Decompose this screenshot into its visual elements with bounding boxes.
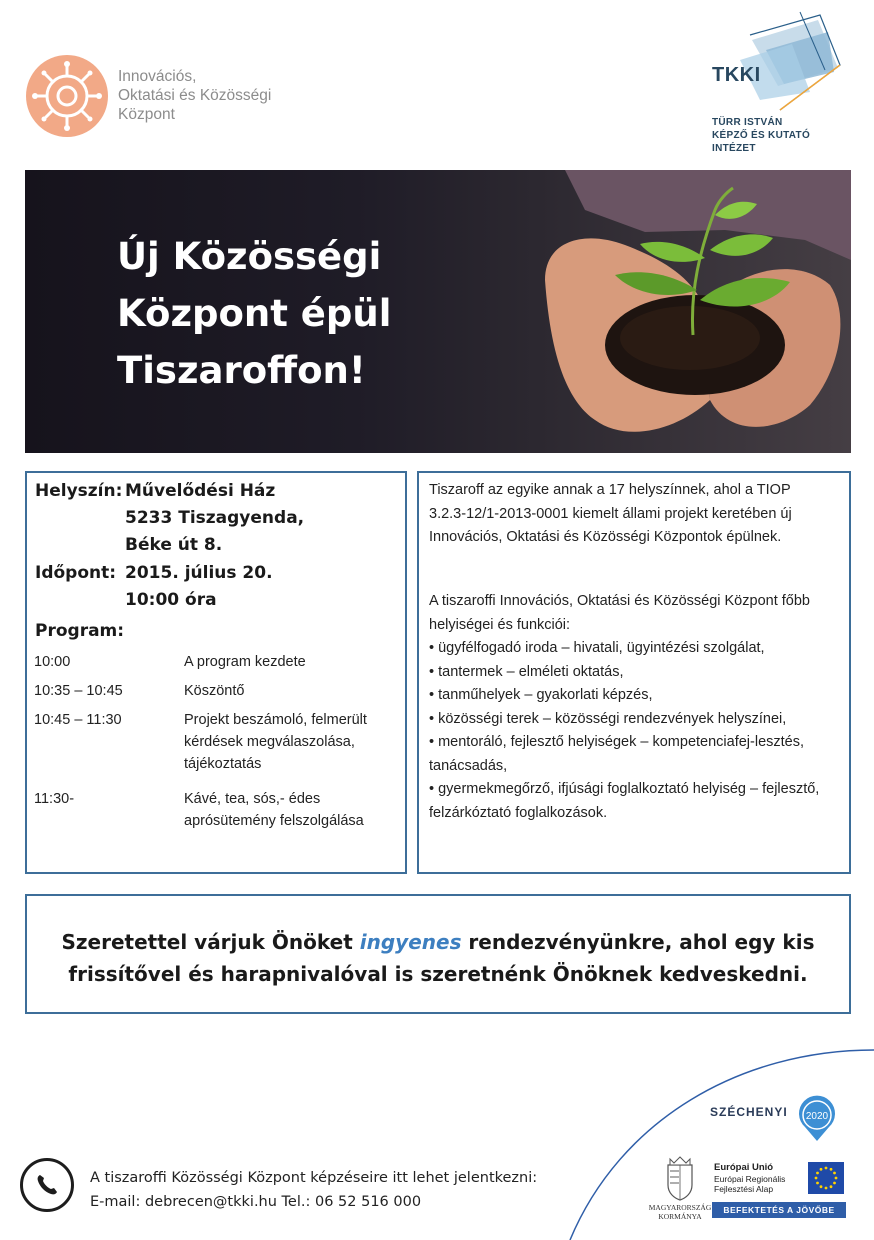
functions-list: A tiszaroffi Innovációs, Oktatási és Közösségi Központ főbb helyiségei és funkciói: • ügyfélfogadó iroda – hivatali, ügyintézési szolgálat, • tantermek – elméleti oktatás, • tanműhelyek – gyakorlati képzés, • közösségi terek – közösségi rendezvények helyszínei, • mentoráló, fejlesztő helyiségek – kompetenciafej-lesztés, tanácsadás, • gyermekmegőrző, ifjúsági foglalkoztató helyiség – fejlesztő, felzárkóztató foglalkozások.: [429, 590, 829, 825]
tkki-logo-subtitle: TÜRR ISTVÁN KÉPZŐ ÉS KUTATÓ INTÉZET: [712, 117, 811, 154]
free-highlight: ingyenes: [359, 930, 462, 954]
eu-slogan-bar: BEFEKTETÉS A JÖVŐBE: [712, 1202, 846, 1218]
time-label: Időpont:: [35, 563, 117, 583]
ioko-logo: [26, 55, 326, 145]
location-street: Béke út 8.: [125, 535, 223, 555]
list-item: • tantermek – elméleti oktatás,: [429, 663, 624, 680]
location-label: Helyszín:: [35, 481, 123, 501]
invitation-text: Szeretettel várjuk Önöket ingyenes rendezvényünkre, ahol egy kis frissítővel és harapnivalóval is szeretnénk Önöknek kedveskedni.: [61, 930, 815, 986]
hands-plant-icon: [505, 170, 851, 453]
time-hour: 10:00 óra: [125, 590, 217, 610]
badge-2020-label: 2020: [805, 1111, 829, 1122]
location-venue: Művelődési Ház: [125, 481, 276, 501]
coat-of-arms-icon: [650, 1155, 710, 1201]
government-caption: MAGYARORSZÁG KORMÁNYA: [648, 1203, 712, 1221]
magyarorszag-kormanya-logo: [650, 1155, 710, 1225]
event-details-box: Helyszín: Művelődési Ház 5233 Tiszagyenda, Béke út 8. Időpont: 2015. július 20. 10:00 óra Program: 10:00 A program kezdete 10:35 – 10:45 Köszöntő 10:45 – 11:30 Projekt beszámoló, felmerült kérdések megválaszolása, tájékoztatás 11:30- Kávé, tea, sós,- édes aprósütemény felszolgálása: [25, 471, 407, 874]
eu-fund-logo: [712, 1158, 846, 1218]
time-date: 2015. július 20.: [125, 563, 273, 583]
eu-flag-icon: [808, 1162, 844, 1194]
eu-fund-text: Európai Unió Európai Regionális Fejlesztési Alap: [714, 1162, 786, 1194]
tkki-logo-name: TKKI: [712, 64, 761, 86]
project-intro: Tiszaroff az egyike annak a 17 helyszínnek, ahol a TIOP 3.2.3-12/1-2013-0001 kiemelt állami projekt keretében új Innovációs, Oktatási és Közösségi Központok épülnek.: [429, 482, 792, 545]
ioko-logo-text: Innovációs, Oktatási és Közösségi Központ: [118, 68, 272, 123]
program-label: Program:: [35, 621, 125, 641]
contact-info: [90, 1166, 537, 1214]
hero-title: Új Közösségi Központ épül Tiszaroffon!: [117, 235, 392, 392]
location-city: 5233 Tiszagyenda,: [125, 508, 305, 528]
szechenyi-2020-badge-icon: [795, 1095, 839, 1143]
project-description-box: [417, 471, 851, 874]
invitation-box: [25, 894, 851, 1014]
list-item: • ügyfélfogadó iroda – hivatali, ügyintézési szolgálat,: [429, 640, 765, 656]
list-item: • tanműhelyek – gyakorlati képzés,: [429, 687, 653, 703]
tkki-logo: [700, 10, 850, 160]
list-item: • mentoráló, fejlesztő helyiségek – kompetenciafej-lesztés, tanácsadás,: [429, 734, 805, 774]
list-item: • közösségi terek – közösségi rendezvények helyszínei,: [429, 710, 787, 727]
szechenyi-logo-text: SZÉCHENYI: [710, 1105, 788, 1119]
contact-line-email-phone: E-mail: debrecen@tkki.hu Tel.: 06 52 516 000: [90, 1194, 422, 1210]
ioko-logo-icon: [26, 55, 108, 137]
hero-banner: [25, 170, 851, 453]
contact-line-registration: A tiszaroffi Közösségi Központ képzéseire itt lehet jelentkezni:: [90, 1170, 538, 1186]
phone-icon: [20, 1158, 74, 1212]
list-item: • gyermekmegőrző, ifjúsági foglalkoztató helyiség – fejlesztő, felzárkóztató foglalkozások.: [429, 781, 820, 821]
